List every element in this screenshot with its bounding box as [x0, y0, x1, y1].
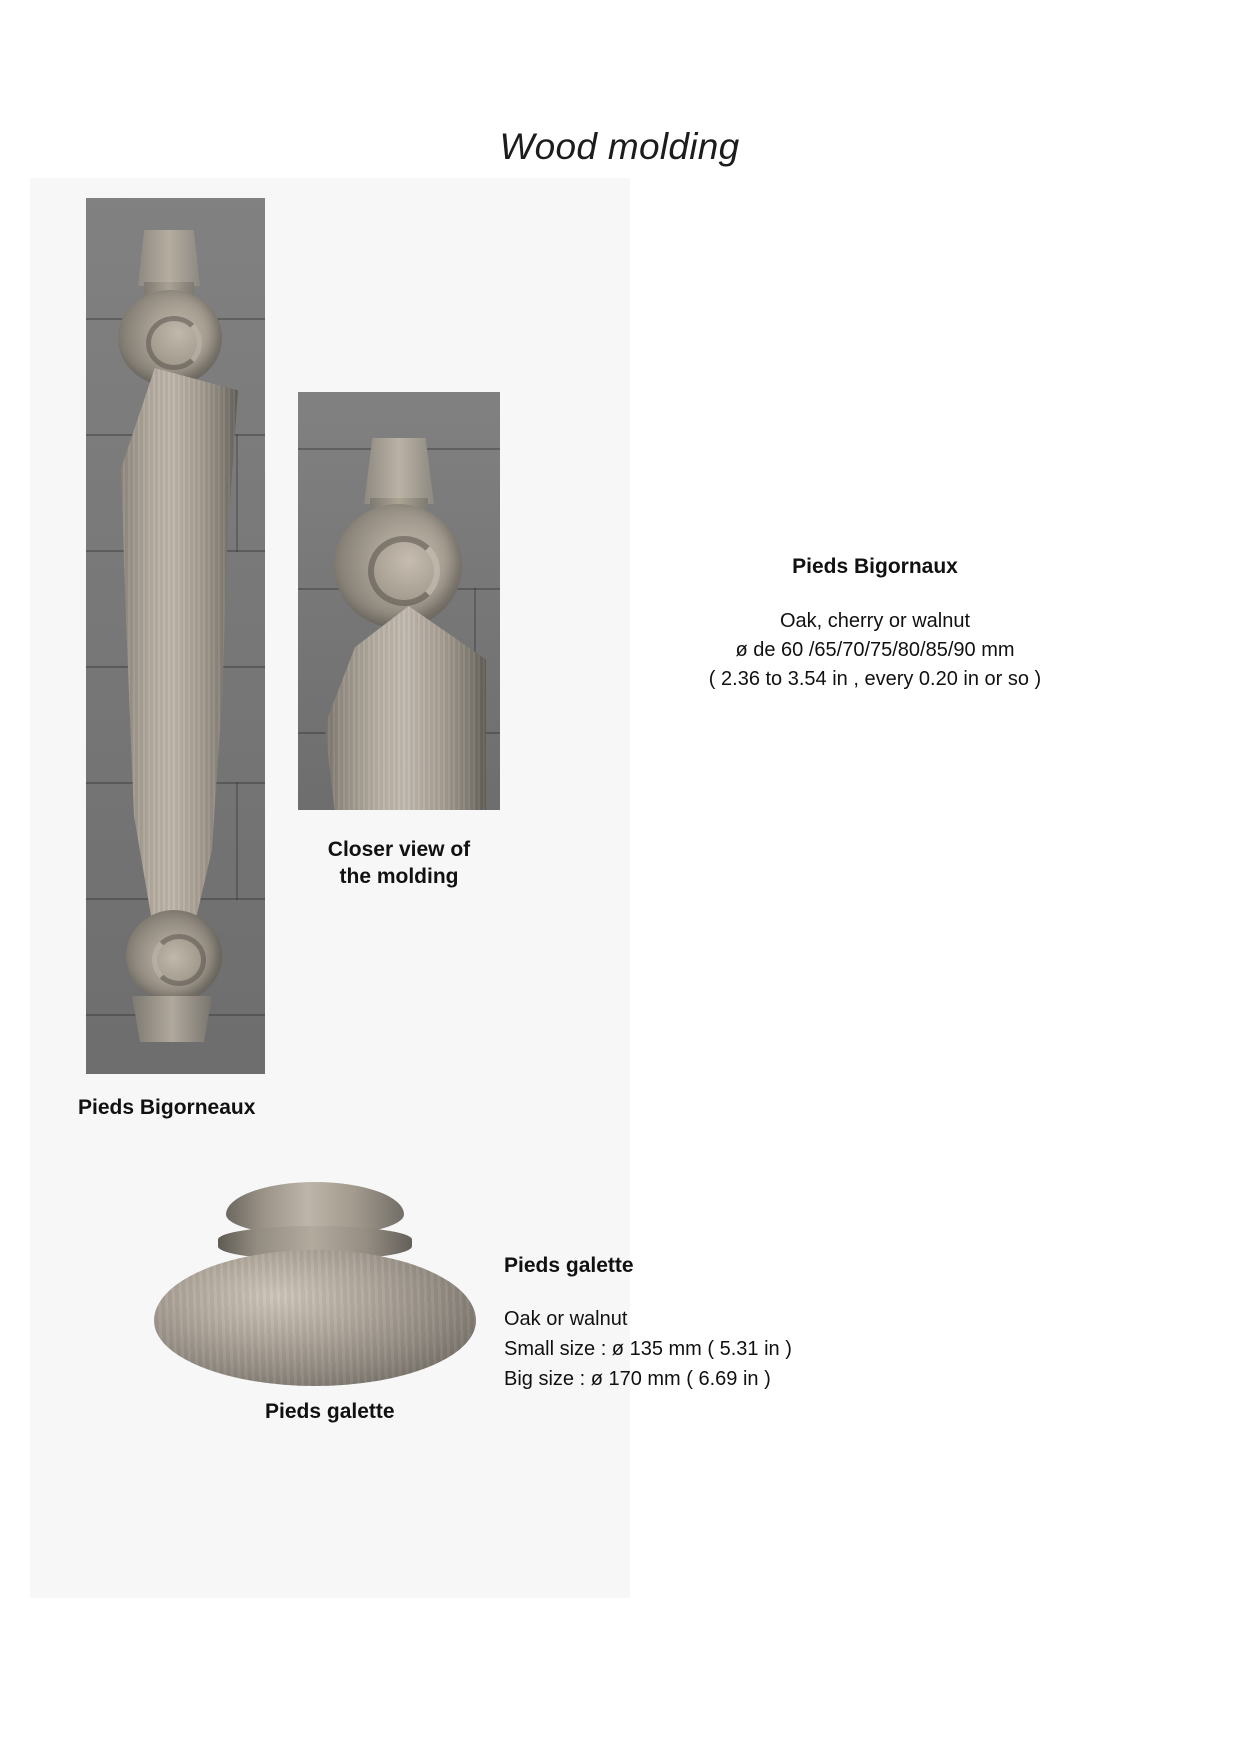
wood-grain — [154, 1250, 476, 1386]
brick-joint — [236, 434, 238, 552]
leg-top-cap — [364, 438, 434, 504]
spec-title-bigornaux: Pieds Bigornaux — [792, 555, 958, 578]
caption-pieds-bigorneaux: Pieds Bigorneaux — [78, 1096, 256, 1119]
spec-title-galette: Pieds galette — [504, 1254, 634, 1277]
figure-closer-view — [298, 392, 500, 810]
spec-line-small-size: Small size : ø 135 mm ( 5.31 in ) — [504, 1338, 792, 1360]
caption-closer-line1: Closer view of — [327, 838, 471, 861]
spec-line-big-size: Big size : ø 170 mm ( 6.69 in ) — [504, 1368, 771, 1390]
figure-pieds-galette — [140, 1178, 485, 1393]
spec-line-material: Oak, cherry or walnut — [779, 610, 971, 632]
leg-scroll-carving — [334, 504, 462, 628]
spec-line-material: Oak or walnut — [504, 1308, 628, 1330]
leg-bottom-scroll-carving — [126, 910, 222, 1002]
page-title: Wood molding — [499, 126, 740, 167]
figure-pieds-bigorneaux-full — [86, 198, 265, 1074]
spec-line-diameters-in: ( 2.36 to 3.54 in , every 0.20 in or so ) — [708, 668, 1042, 690]
leg-top-scroll-carving — [118, 290, 222, 386]
caption-closer-line2: the molding — [339, 865, 459, 889]
caption-closer-view — [298, 836, 500, 891]
leg-foot — [132, 996, 212, 1042]
spec-block-galette — [504, 1254, 1024, 1394]
spec-line-diameters-mm: ø de 60 /65/70/75/80/85/90 mm — [735, 639, 1015, 661]
caption-pieds-galette: Pieds galette — [265, 1400, 395, 1423]
brick-joint — [236, 782, 238, 900]
leg-top-cap — [138, 230, 200, 286]
spec-block-bigornaux — [565, 555, 1185, 694]
galette-bulb-body — [154, 1250, 476, 1386]
